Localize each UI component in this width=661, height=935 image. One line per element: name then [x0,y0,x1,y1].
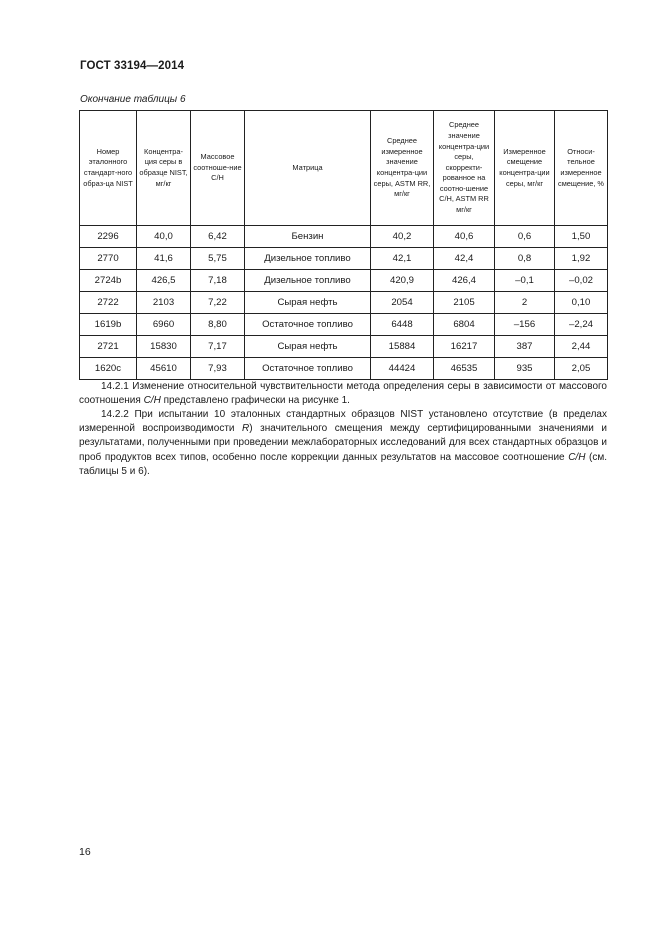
table-cell: 1,92 [555,248,608,270]
table-cell: Остаточное топливо [245,358,371,380]
table-cell: 2721 [80,336,137,358]
table-row [80,270,608,292]
table-cell: 6,42 [191,226,245,248]
table-cell: 2,05 [555,358,608,380]
table-cell: Бензин [245,226,371,248]
table-cell: 387 [495,336,555,358]
page-number: 16 [79,846,91,858]
column-header: Матрица [245,111,371,226]
table-row [80,292,608,314]
table-cell: 2105 [434,292,495,314]
table-cell: 426,5 [137,270,191,292]
table-cell: Сырая нефть [245,292,371,314]
table-cell: 44424 [371,358,434,380]
table-cell: 42,4 [434,248,495,270]
table-cell: 5,75 [191,248,245,270]
table-cell: 2770 [80,248,137,270]
table-row [80,314,608,336]
table-cell: 935 [495,358,555,380]
paragraph-text: представлено графически на рисунке 1. [160,395,350,407]
table-cell: –0,02 [555,270,608,292]
table-cell: 420,9 [371,270,434,292]
table-cell: 6960 [137,314,191,336]
column-header: Измеренное смещение концентра-ции серы, мг/кг [495,111,555,226]
table-cell: Сырая нефть [245,336,371,358]
column-header: Среднее измеренное значение концентра-ции серы, ASTM RR, мг/кг [371,111,434,226]
table-cell: 15830 [137,336,191,358]
table-cell: 426,4 [434,270,495,292]
column-header: Номер эталонного стандарт-ного образ-ца NIST [80,111,137,226]
table-header-row [80,111,608,226]
table-cell: Дизельное топливо [245,248,371,270]
table-cell: –0,1 [495,270,555,292]
document-header: ГОСТ 33194—2014 [80,60,185,72]
paragraph-text: 14.2.1 Изменение относительной чувствительности метода определения серы в зависимости от массового соотношения [79,381,607,407]
table-cell: 7,93 [191,358,245,380]
table-cell: 8,80 [191,314,245,336]
table-cell: 15884 [371,336,434,358]
table-cell: –2,24 [555,314,608,336]
paragraph-14-2-1 [79,380,607,408]
paragraph-14-2-2 [79,408,607,479]
table-cell: 41,6 [137,248,191,270]
table-caption: Окончание таблицы 6 [80,94,186,105]
table-cell: 2 [495,292,555,314]
paragraph-italic-term: C/H [568,451,586,463]
table-cell: 45610 [137,358,191,380]
table-cell: 46535 [434,358,495,380]
table-row [80,248,608,270]
paragraph-text: ) значительного смещения между сертифицированными значениями и результатами, полученными при проведении межлабораторных исследований для всех стандартных образцов и проб продуктов всех типов, особенно после коррекции данных результатов на массовое соотношение [79,423,607,463]
table-cell: 2103 [137,292,191,314]
table-cell: 7,17 [191,336,245,358]
column-header: Концентра-ция серы в образце NIST, мг/кг [137,111,191,226]
table-cell: Остаточное топливо [245,314,371,336]
table-cell: 2724b [80,270,137,292]
table-cell: 0,8 [495,248,555,270]
paragraph-text: (см. таблицы 5 и 6). [79,451,607,477]
table-cell: 2722 [80,292,137,314]
table-cell: 16217 [434,336,495,358]
table-cell: 1620c [80,358,137,380]
table-cell: Дизельное топливо [245,270,371,292]
table-cell: 7,22 [191,292,245,314]
table-cell: 6448 [371,314,434,336]
table-cell: 42,1 [371,248,434,270]
table-cell: 1,50 [555,226,608,248]
column-header: Относи-тельное измеренное смещение, % [555,111,608,226]
paragraph-italic-term: R [242,423,250,435]
table-row [80,358,608,380]
table-row [80,226,608,248]
table-cell: 40,6 [434,226,495,248]
table-cell: 0,6 [495,226,555,248]
table-cell: 40,2 [371,226,434,248]
data-table [79,110,608,380]
paragraph-text: 14.2.2 При испытании 10 эталонных стандартных образцов NIST установлено отсутствие (в пределах измеренной воспроизводимости [79,409,607,435]
table-cell: –156 [495,314,555,336]
table-cell: 2296 [80,226,137,248]
table-cell: 40,0 [137,226,191,248]
table-cell: 7,18 [191,270,245,292]
paragraph-italic-term: C/H [143,395,161,407]
column-header: Массовое соотноше-ние C/H [191,111,245,226]
table-cell: 0,10 [555,292,608,314]
column-header: Среднее значение концентра-ции серы, скорректи-рованное на соотно-шение C/H, ASTM RR мг/кг [434,111,495,226]
table-cell: 2,44 [555,336,608,358]
table-row [80,336,608,358]
table-cell: 6804 [434,314,495,336]
table-cell: 1619b [80,314,137,336]
table-cell: 2054 [371,292,434,314]
